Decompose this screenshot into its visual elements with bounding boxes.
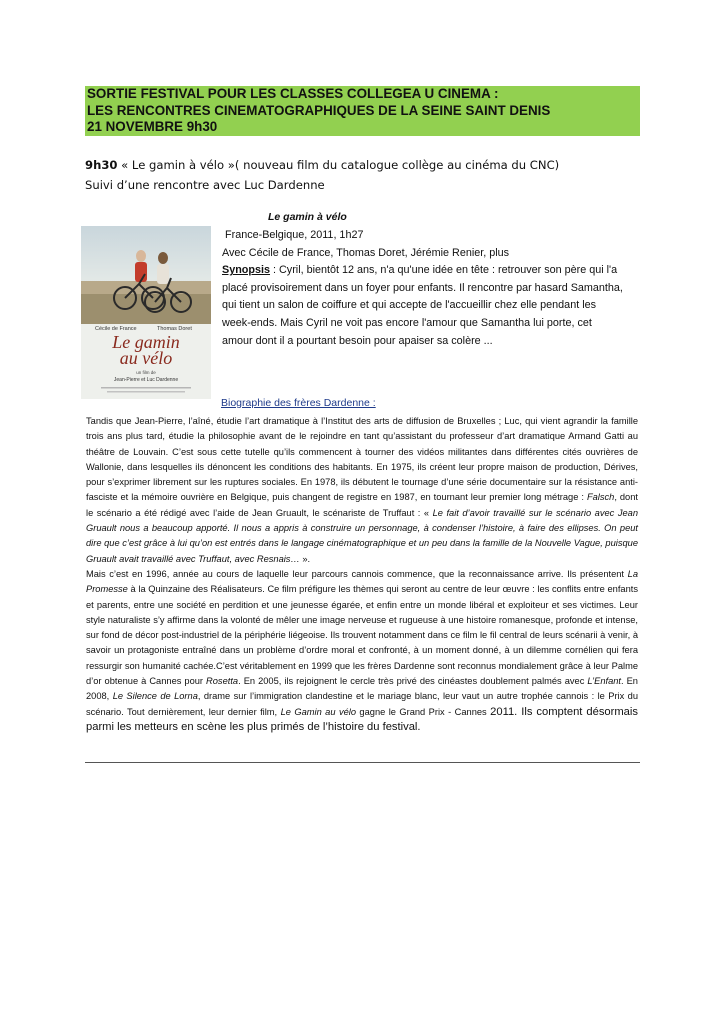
film-origin: France-Belgique, 2011, 1h27 — [225, 229, 364, 241]
synopsis-line-4: week-ends. Mais Cyril ne voit pas encore l'amour que Samantha lui porte, cet — [222, 316, 592, 329]
intro-block — [85, 155, 645, 195]
synopsis-line-2: placé provisoirement dans un foyer pour enfants. Il rencontre par hasard Samantha, — [222, 281, 623, 294]
synopsis-line-1 — [222, 262, 642, 280]
bio-p1-text-b: , dont le scénario a été rédigé avec l’aide de Jean Gruault, le scénariste de Truffaut : « — [86, 492, 638, 518]
bio-film-rosetta: Rosetta — [206, 676, 239, 687]
synopsis-line-3: qui tient un salon de coiffure et qui accepte de l'accueillir chez elle pendant les — [222, 299, 596, 312]
bio-film-enfant: L’Enfant — [587, 676, 621, 687]
bio-p2-text-a: Mais c’est en 1996, année au cours de laquelle leur parcours cannois commence, que la reconnaissance arrive. Ils présentent — [86, 568, 628, 579]
poster-credit-2: Jean-Pierre et Luc Dardenne — [113, 377, 179, 383]
bio-film-promesse: La Promesse — [86, 568, 638, 595]
poster-actor-2: Thomas Doret — [157, 326, 192, 332]
biography-link[interactable]: Biographie des frères Dardenne : — [221, 397, 376, 409]
intro-text: « Le gamin à vélo »( nouveau film du catalogue collège au cinéma du CNC) — [117, 158, 560, 172]
film-cast: Avec Cécile de France, Thomas Doret, Jérémie Renier, plus — [222, 246, 510, 259]
bio-quote: Le fait d’avoir travaillé sur le scénario avec Jean Gruault nous a beaucoup apporté. Il nous a appris à construire un personnage, à condenser l’histoire, à faire des ellipses. On peut dire que c’est grâce à lui qu’on est entrés dans le langage cinématographique et un peu dans la famille de la Nouvelle Vague, puisque Gruault avait travaillé avec Truffaut, avec Resnais… — [86, 507, 638, 564]
bio-p2-text-b: à la Quinzaine des Réalisateurs. Ce film préfigure les thèmes qui seront au centre de leur œuvre : les conflits entre enfants et parents, entre une société en perdition et une jeunesse égarée, et enfin entre un monde libéral et exploiteur et ses victimes. Leur style naturaliste s’y affirme dans la volonté de mêler une image nerveuse et rugueuse à une histoire romanesque, profonde et intense, sur fond de décor post-industriel de la périphérie liégeoise. Ils trouvent notamment dans ce film le fil central de leurs scénarii à venir, à savoir un protagoniste entraîné dans un problème d’ordre moral et confronté, à un moment donné, à un dilemme cornélien qui fera ressurgir son humanité cachée.C’est véritablement en 1999 que les frères Dardenne sont reconnus mondialement grâce à leur Palme d’or obtenue à Cannes pour — [86, 584, 638, 687]
synopsis-label: Synopsis — [222, 264, 271, 277]
bio-p2-text-f: gagne le Grand Prix - Cannes — [356, 706, 491, 717]
bio-p1-end: ». — [302, 553, 311, 564]
poster-credit-1: un film de — [136, 370, 156, 375]
poster-actor-1: Cécile de France — [95, 326, 137, 332]
bio-film-silence: Le Silence de Lorna — [112, 691, 198, 702]
intro-line-2: Suivi d’une rencontre avec Luc Dardenne — [85, 178, 325, 192]
film-poster — [81, 226, 211, 399]
biography-text — [86, 414, 638, 735]
banner-line-1: SORTIE FESTIVAL POUR LES CLASSES COLLEGEA U CINEMA : — [87, 86, 499, 101]
bio-p2-text-e: , drame sur l’immigration clandestine et le mariage blanc, leur vaut un autre trophée cannois : le Prix du scénario. Tout dernièrement, leur dernier film, — [86, 691, 639, 717]
banner-line-2: LES RENCONTRES CINEMATOGRAPHIQUES DE LA SEINE SAINT DENIS — [87, 102, 551, 118]
intro-time: 9h30 — [85, 158, 118, 172]
poster-title-1: Le gamin — [112, 332, 180, 352]
bottom-divider — [85, 762, 640, 763]
synopsis-line-5: amour dont il a pourtant besoin pour apaiser sa colère ... — [222, 334, 493, 347]
banner-line-3: 21 NOVEMBRE 9h30 — [87, 119, 218, 134]
bio-p1-text: Tandis que Jean-Pierre, l’aîné, étudie l’art dramatique à l’Institut des arts de diffusion de Bruxelles ; Luc, qui vient agrandir la famille trois ans plus tard, étudie la philosophie avant de le rejoindre en tant qu’assistant du professeur d’art dramatique Armand Gatti au théâtre de Louvain. C’est sous cette tutelle qu’ils commencent à tourner des vidéos militantes dans différentes cités ouvrières de Wallonie, dans lesquelles ils dénoncent les conditions des habitants. En 1975, ils créent leur propre maison de production, Dérives, pour s’exprimer librement sur les ruptures sociales. En 1978, ils débutent le tournage d’une série documentaire sur la résistance anti-fasciste et la mémoire ouvrière en Belgique, puis changent de registre en 1987, en tournant leur premier long métrage : — [86, 416, 638, 503]
bio-paragraph-2 — [86, 567, 638, 735]
bio-p2-text-g: 2011. Ils comptent désormais parmi les metteurs en scène les plus primés de l’histoire du festival. — [86, 705, 638, 733]
film-title: Le gamin à vélo — [268, 211, 347, 223]
poster-title-2: au vélo — [119, 348, 173, 368]
bio-paragraph-1 — [86, 414, 638, 567]
film-info — [222, 227, 642, 350]
bio-film-gamin: Le Gamin au vélo — [280, 706, 356, 717]
synopsis-text-1: : Cyril, bientôt 12 ans, n'a qu'une idée en tête : retrouver son père qui l'a — [270, 264, 618, 277]
bio-film-falsch: Falsch — [586, 492, 615, 503]
intro-line-1 — [85, 155, 645, 175]
bio-p2-text-c: . En 2005, ils rejoignent le cercle très privé des cinéastes doublement palmés avec — [238, 676, 588, 687]
header-banner — [85, 86, 640, 136]
bio-p2-text-d: . En 2008, — [86, 676, 638, 702]
